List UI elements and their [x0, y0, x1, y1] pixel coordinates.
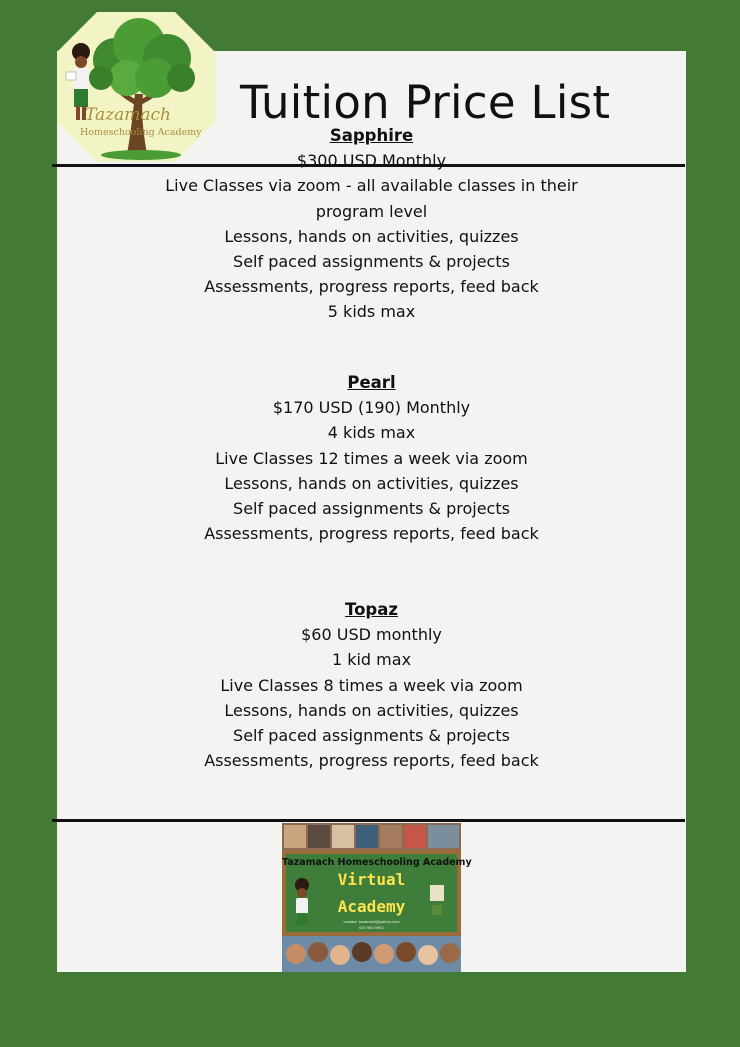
plan-detail: Assessments, progress reports, feed back	[204, 524, 539, 544]
plan-price: $60 USD monthly	[301, 625, 442, 645]
plan-detail: Assessments, progress reports, feed back	[204, 751, 539, 771]
plan-detail: 4 kids max	[327, 423, 416, 443]
plan-price: $300 USD Monthly	[296, 151, 447, 171]
banner-academy: Academy	[337, 897, 406, 916]
plan-detail: Lessons, hands on activities, quizzes	[224, 700, 519, 720]
plan-detail: Lessons, hands on activities, quizzes	[224, 226, 519, 246]
plan-detail: Live Classes 8 times a week via zoom	[220, 675, 523, 695]
plan-detail: Self paced assignments & projects	[233, 725, 510, 745]
logo-name: Tazamach	[85, 105, 171, 125]
plan-detail: Assessments, progress reports, feed back	[204, 277, 539, 297]
plan-detail: Live Classes via zoom - all available classes in their	[165, 176, 578, 196]
plan-pearl	[57, 370, 686, 546]
page-title: Tuition Price List	[240, 76, 611, 129]
logo-tagline: Homeschooling Academy	[80, 127, 202, 138]
virtual-academy-banner	[282, 823, 472, 972]
banner-contact: contact: tazamach@yahoo.com	[343, 919, 400, 924]
plan-sapphire	[57, 123, 686, 325]
plan-detail: Lessons, hands on activities, quizzes	[224, 473, 519, 493]
plan-detail: Self paced assignments & projects	[233, 251, 510, 271]
plan-detail: 5 kids max	[327, 302, 416, 322]
plan-detail: Self paced assignments & projects	[233, 498, 510, 518]
plan-detail: 1 kid max	[331, 650, 412, 670]
plan-price: $170 USD (190) Monthly	[272, 398, 471, 418]
footer-divider	[52, 819, 685, 822]
plan-detail: program level	[315, 201, 428, 221]
plan-detail: Live Classes 12 times a week via zoom	[215, 448, 528, 468]
plan-topaz	[57, 597, 686, 773]
banner-virtual: Virtual	[337, 870, 406, 889]
plan-name: Sapphire	[329, 126, 414, 145]
banner-heading: Tazamach Homeschooling Academy	[282, 857, 472, 868]
banner-phone: 647.962.0962	[359, 925, 384, 930]
plan-name: Topaz	[345, 600, 398, 619]
plan-name: Pearl	[347, 373, 396, 392]
